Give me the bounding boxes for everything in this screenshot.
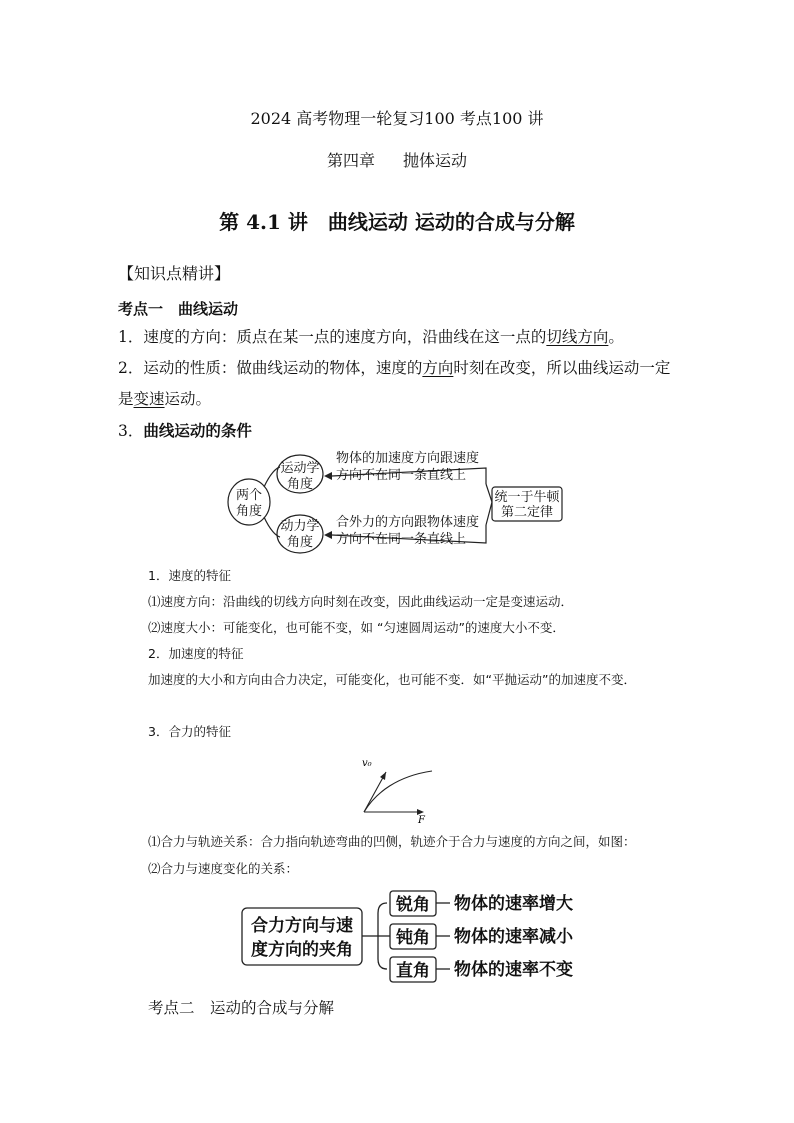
- item1-text: 1．速度的方向：质点在某一点的速度方向，沿曲线在这一点的: [118, 328, 547, 346]
- item1-underlined: 切线方向: [546, 328, 609, 346]
- item2-text: 2．运动的性质：做曲线运动的物体，速度的: [118, 359, 423, 377]
- acceleration-feature-title: 2．加速度的特征: [148, 646, 244, 661]
- acute-result: 物体的速率增大: [454, 894, 573, 914]
- force-feature-title: 3．合力的特征: [148, 724, 231, 739]
- acute-label: 锐角: [396, 895, 430, 915]
- dynamics-line1: 动力学: [280, 519, 320, 534]
- velocity-feature-title: 1．速度的特征: [148, 568, 231, 583]
- item2-underlined-direction: 方向: [422, 359, 454, 377]
- item1-end: 。: [608, 328, 624, 346]
- kinematics-desc-line2: 方向不在同一条直线上: [336, 468, 467, 483]
- force-label: F: [418, 815, 425, 824]
- kinematics-desc-line1: 物体的加速度方向跟速度: [336, 451, 480, 466]
- item-motion-nature: [118, 353, 678, 415]
- dynamics-desc-line1: 合外力的方向跟物体速度: [336, 515, 480, 530]
- angle-relation-diagram: [238, 886, 586, 986]
- dynamics-desc-line2: 方向不在同一条直线上: [336, 532, 467, 547]
- velocity-label: v₀: [362, 758, 372, 769]
- kinematics-line1: 运动学: [280, 461, 320, 476]
- chapter-heading: [0, 148, 794, 171]
- force-trajectory-text: ⑴合力与轨迹关系：合力指向轨迹弯曲的凹侧，轨迹介于合力与速度的方向之间，如图：: [148, 834, 636, 849]
- bracket: [486, 484, 492, 525]
- item3-text: 曲线运动的条件: [143, 421, 252, 440]
- item2-underlined-variable: 变速: [133, 390, 165, 408]
- unified-line2: 第二定律: [500, 505, 554, 520]
- series-title: 2024 高考物理一轮复习100 考点100 讲: [250, 109, 544, 128]
- velocity-direction-text: ⑴速度方向：沿曲线的切线方向时刻在改变，因此曲线运动一定是变速运动．: [148, 594, 574, 609]
- angle-box-line1: 合力方向与速: [251, 916, 353, 936]
- chapter-name: 抛体运动: [403, 151, 468, 170]
- item-curve-condition: [118, 415, 678, 447]
- kinematics-arrow-icon: [324, 472, 332, 480]
- item-velocity-direction: [118, 322, 678, 353]
- obtuse-label: 钝角: [396, 928, 430, 948]
- kinematics-line2: 角度: [286, 477, 314, 492]
- point-two-heading: 考点二 运动的合成与分解: [148, 999, 335, 1017]
- right-result: 物体的速率不变: [454, 960, 573, 980]
- item2-middle: 时刻在改变，所以曲线运动一定是: [118, 359, 671, 408]
- root-line2: 角度: [235, 504, 263, 519]
- acceleration-feature-text: 加速度的大小和方向由合力决定，可能变化，也可能不变．如“平抛运动”的加速度不变．: [148, 672, 636, 687]
- lecture-title: 第 4.1 讲 曲线运动 运动的合成与分解: [219, 210, 575, 234]
- point-one-heading: 考点一 曲线运动: [118, 300, 239, 318]
- force-velocity-figure: [356, 752, 446, 824]
- angle-box-line2: 度方向的夹角: [251, 940, 353, 960]
- section-heading: 【知识点精讲】: [118, 264, 231, 283]
- velocity-magnitude-text: ⑵速度大小：可能变化，也可能不变，如 “匀速圆周运动”的速度大小不变．: [148, 620, 565, 635]
- chapter-number: 第四章: [326, 151, 375, 170]
- curve-condition-diagram: [224, 446, 574, 556]
- obtuse-result: 物体的速率减小: [454, 927, 573, 947]
- right-label: 直角: [396, 961, 430, 981]
- item2-end: 运动。: [164, 390, 212, 408]
- velocity-arrow-icon: [380, 772, 386, 780]
- dynamics-line2: 角度: [286, 535, 314, 550]
- root-line1: 两个: [235, 488, 263, 503]
- force-speed-relation-text: ⑵合力与速度变化的关系：: [148, 861, 299, 876]
- item3-number: 3．: [118, 422, 144, 440]
- trajectory-curve: [364, 771, 432, 812]
- dynamics-arrow-icon: [324, 531, 332, 539]
- unified-line1: 统一于牛顿: [494, 490, 560, 505]
